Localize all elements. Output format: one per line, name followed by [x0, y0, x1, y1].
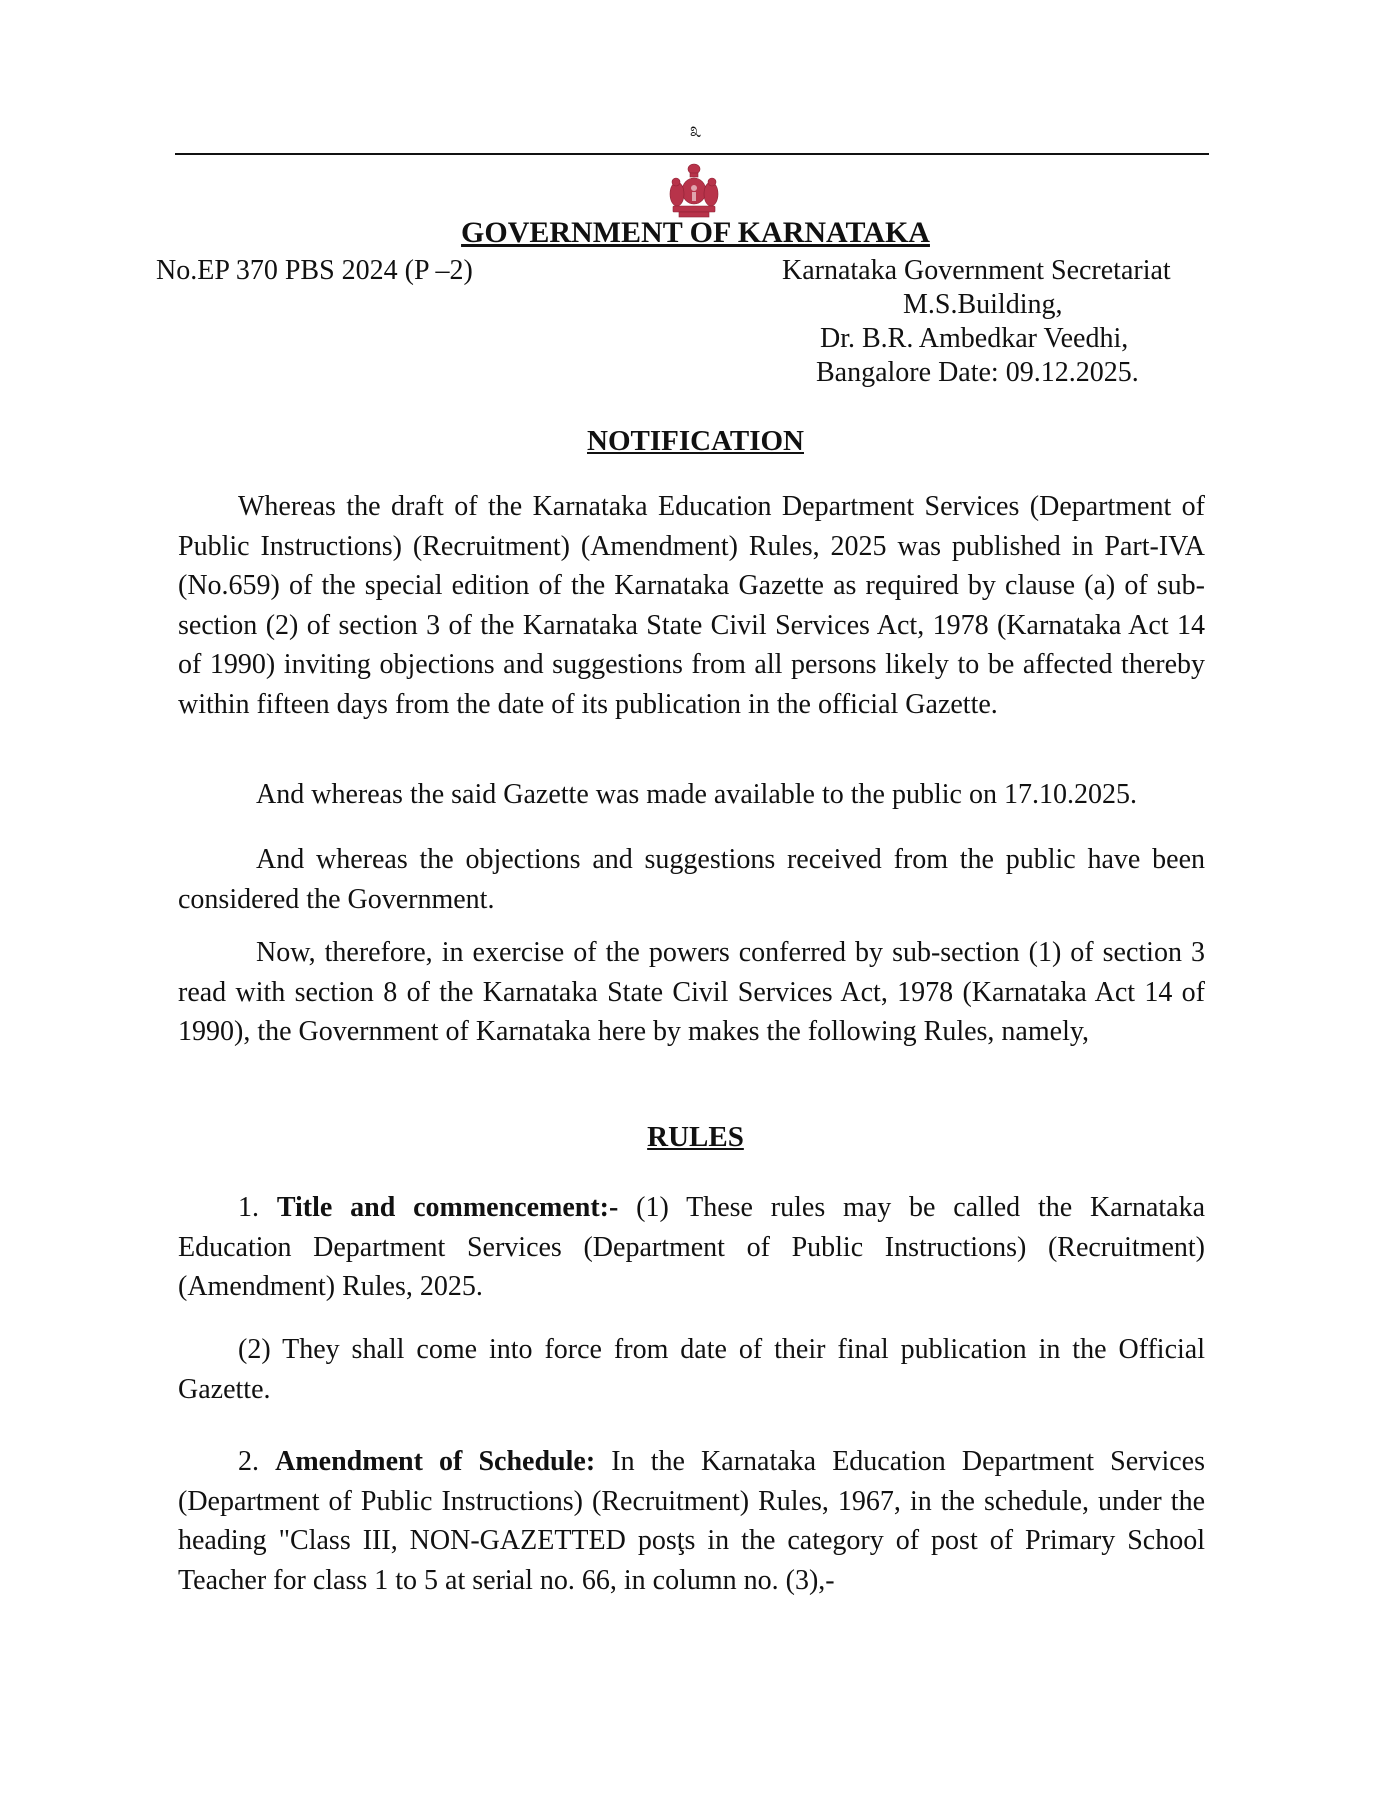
rule-1-text: (1) These rules may be called the Karnataka Education Department Services (Department of Public Instructions) (Recruitment) (Amendment) Rules, 2025. [178, 1192, 1206, 1302]
notification-paragraph-2: And whereas the said Gazette was made available to the public on 17.10.2025. [256, 779, 1137, 810]
rule-1-number: 1. [238, 1192, 259, 1223]
notification-paragraph-1: Whereas the draft of the Karnataka Education Department Services (Department of Public Instructions) (Recruitment) (Amendment) Rules, 2025 was published in Part-IVA (No.659) of the special edition of the Karnataka Gazette as required by clause (a) of sub-section (2) of section 3 of the Karnataka State Civil Services Act, 1978 (Karnataka Act 14 of 1990) inviting objections and suggestions from all persons likely to be affected thereby within fifteen days from the date of its publication in the official Gazette. [178, 491, 1205, 720]
rule-1 [178, 1188, 1205, 1307]
header-rule [175, 153, 1209, 155]
notification-heading: NOTIFICATION [587, 425, 804, 457]
karnataka-emblem-icon [663, 160, 725, 222]
address-line-building: M.S.Building, [903, 289, 1063, 320]
address-line-secretariat: Karnataka Government Secretariat [782, 255, 1171, 286]
rule-2-number: 2. [238, 1446, 259, 1477]
rule-1-title: Title and commencement:- [276, 1192, 619, 1223]
rule-2-text: In the Karnataka Education Department Services (Department of Public Instructions) (Recruitment) Rules, 1967, in the schedule, under the heading "Class III, NON-GAZETTED posţs in the category of post of Primary School Teacher for class 1 to 5 at serial no. 66, in column no. (3),- [178, 1446, 1205, 1596]
notification-paragraph-4: Now, therefore, in exercise of the powers conferred by sub-section (1) of section 3 read with section 8 of the Karnataka State Civil Services Act, 1978 (Karnataka Act 14 of 1990), the Government of Karnataka here by makes the following Rules, namely, [178, 937, 1205, 1047]
rule-1-subclause-2: (2) They shall come into force from date of their final publication in the Official Gazette. [178, 1334, 1205, 1405]
rule-2-title: Amendment of Schedule: [275, 1446, 596, 1477]
rules-heading: RULES [647, 1121, 744, 1153]
address-line-street: Dr. B.R. Ambedkar Veedhi, [820, 323, 1129, 354]
address-line-date: Bangalore Date: 09.12.2025. [816, 357, 1139, 388]
page-number: ೩ [689, 118, 702, 143]
notification-paragraph-3: And whereas the objections and suggestions received from the public have been considered the Government. [178, 844, 1205, 915]
reference-number: No.EP 370 PBS 2024 (P –2) [156, 255, 473, 286]
government-title: GOVERNMENT OF KARNATAKA [461, 216, 930, 249]
rule-2 [178, 1442, 1205, 1600]
